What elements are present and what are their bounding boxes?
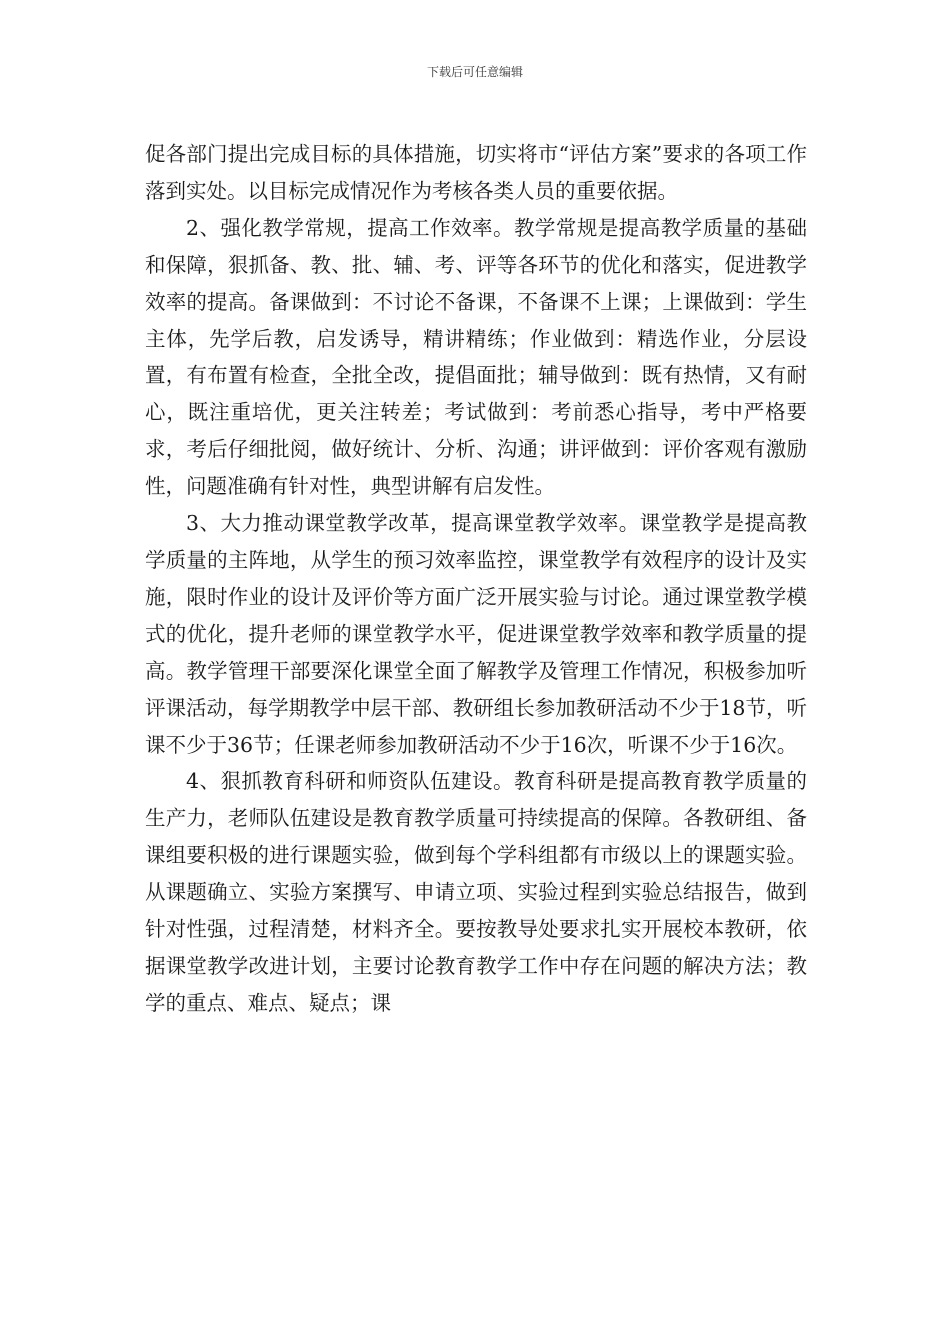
paragraph-item-2: 2、强化教学常规，提高工作效率。教学常规是提高教学质量的基础和保障，狠抓备、教、批、辅、考、评等各环节的优化和落实，促进教学效率的提高。备课做到：不讨论不备课，不备课不上课；上课做到：学生主体，先学后教，启发诱导，精讲精练；作业做到：精选作业，分层设置，有布置有检查，全批全改，提倡面批；辅导做到：既有热情，又有耐心，既注重培优，更关注转差；考试做到：考前悉心指导，考中严格要求，考后仔细批阅，做好统计、分析、沟通；讲评做到：评价客观有激励性，问题准确有针对性，典型讲解有启发性。 — [145, 215, 807, 499]
page-header-note: 下载后可任意编辑 — [426, 65, 523, 79]
paragraph-continuation: 促各部门提出完成目标的具体措施，切实将市“评估方案”要求的各项工作落到实处。以目标完成情况作为考核各类人员的重要依据。 — [145, 142, 807, 203]
paragraph-item-4: 4、狠抓教育科研和师资队伍建设。教育科研是提高教育教学质量的生产力，老师队伍建设是教育教学质量可持续提高的保障。各教研组、备课组要积极的进行课题实验，做到每个学科组都有市级以上的课题实验。从课题确立、实验方案撰写、申请立项、实验过程到实验总结报告，做到针对性强，过程清楚，材料齐全。要按教导处要求扎实开展校本教研，依据课堂教学改进计划，主要讨论教育教学工作中存在问题的解决方法；教学的重点、难点、疑点；课 — [145, 769, 807, 1015]
document-body — [145, 136, 807, 1022]
paragraph-item-3: 3、大力推动课堂教学改革，提高课堂教学效率。课堂教学是提高教学质量的主阵地，从学生的预习效率监控，课堂教学有效程序的设计及实施，限时作业的设计及评价等方面广泛开展实验与讨论。通过课堂教学模式的优化，提升老师的课堂教学水平，促进课堂教学效率和教学质量的提高。教学管理干部要深化课堂全面了解教学及管理工作情况，积极参加听评课活动，每学期教学中层干部、教研组长参加教研活动不少于18节，听课不少于36节；任课老师参加教研活动不少于16次，听课不少于16次。 — [145, 511, 807, 757]
